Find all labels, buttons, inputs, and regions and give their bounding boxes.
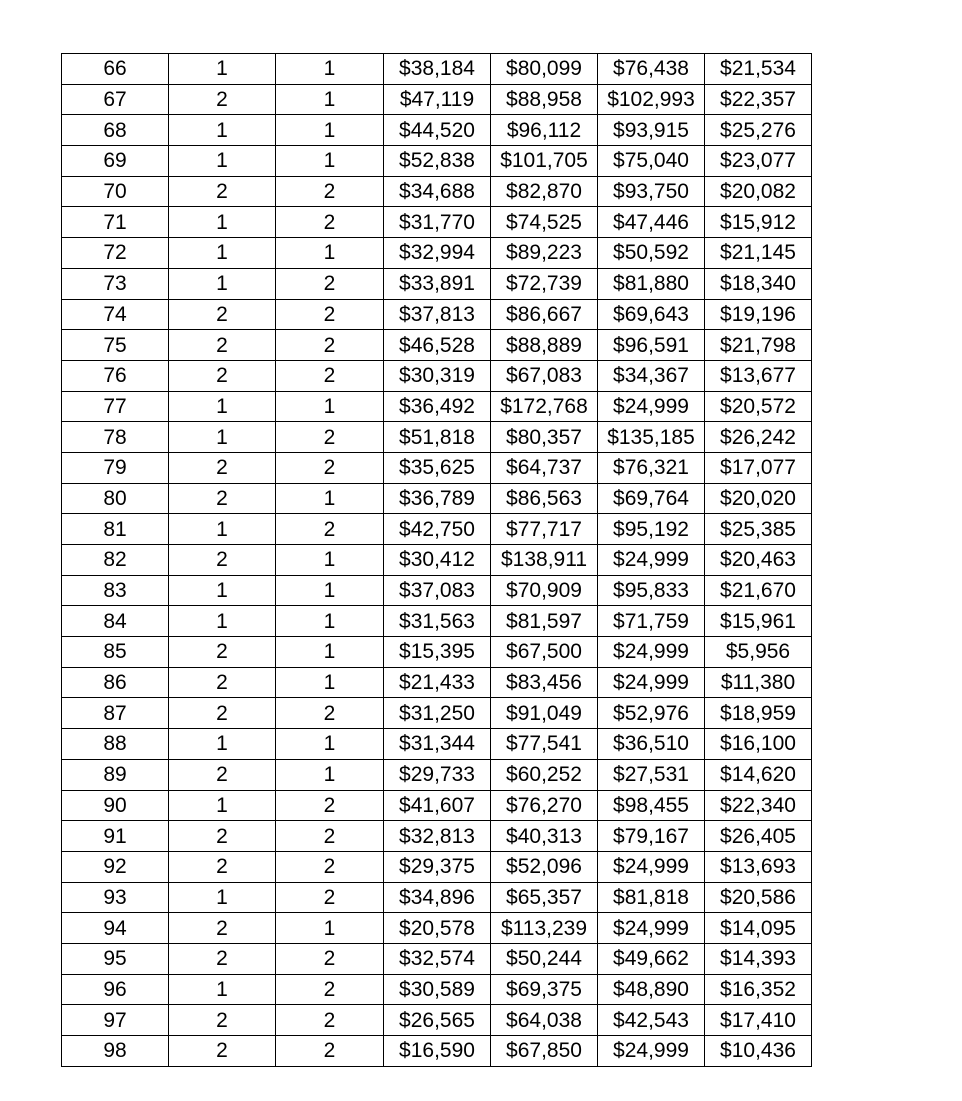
amount-1-cell: $20,578 [384,913,491,944]
data-table [61,53,812,1067]
group-b-cell: 1 [276,391,384,422]
amount-1-cell: $52,838 [384,146,491,177]
group-a-cell: 2 [169,330,276,361]
table-row [62,698,812,729]
table-row [62,84,812,115]
group-b-cell: 2 [276,974,384,1005]
table-row [62,422,812,453]
amount-2-cell: $40,313 [491,821,598,852]
amount-4-cell: $26,405 [705,821,812,852]
table-row [62,606,812,637]
amount-1-cell: $41,607 [384,790,491,821]
amount-3-cell: $135,185 [598,422,705,453]
id-cell: 68 [62,115,169,146]
amount-4-cell: $20,020 [705,483,812,514]
group-b-cell: 1 [276,667,384,698]
group-b-cell: 2 [276,514,384,545]
amount-4-cell: $18,959 [705,698,812,729]
table-row [62,821,812,852]
amount-4-cell: $16,352 [705,974,812,1005]
amount-1-cell: $31,250 [384,698,491,729]
amount-1-cell: $32,813 [384,821,491,852]
amount-2-cell: $86,667 [491,299,598,330]
group-a-cell: 1 [169,238,276,269]
group-a-cell: 1 [169,115,276,146]
amount-4-cell: $19,196 [705,299,812,330]
id-cell: 66 [62,54,169,85]
table-row [62,176,812,207]
amount-1-cell: $34,896 [384,882,491,913]
table-row [62,452,812,483]
group-a-cell: 1 [169,575,276,606]
table-row [62,360,812,391]
amount-2-cell: $138,911 [491,545,598,576]
id-cell: 96 [62,974,169,1005]
amount-4-cell: $21,534 [705,54,812,85]
group-a-cell: 2 [169,637,276,668]
table-row [62,637,812,668]
table-row [62,115,812,146]
amount-1-cell: $37,083 [384,575,491,606]
amount-4-cell: $18,340 [705,268,812,299]
id-cell: 72 [62,238,169,269]
amount-2-cell: $76,270 [491,790,598,821]
amount-2-cell: $67,850 [491,1036,598,1067]
id-cell: 75 [62,330,169,361]
group-b-cell: 1 [276,84,384,115]
amount-3-cell: $24,999 [598,1036,705,1067]
table-row [62,514,812,545]
amount-1-cell: $32,574 [384,943,491,974]
group-a-cell: 2 [169,176,276,207]
group-b-cell: 1 [276,729,384,760]
table-row [62,974,812,1005]
amount-4-cell: $21,145 [705,238,812,269]
amount-2-cell: $89,223 [491,238,598,269]
amount-4-cell: $22,357 [705,84,812,115]
amount-3-cell: $95,833 [598,575,705,606]
amount-4-cell: $14,095 [705,913,812,944]
table-row [62,1036,812,1067]
amount-2-cell: $65,357 [491,882,598,913]
amount-2-cell: $67,083 [491,360,598,391]
amount-4-cell: $11,380 [705,667,812,698]
amount-3-cell: $71,759 [598,606,705,637]
group-b-cell: 2 [276,360,384,391]
amount-3-cell: $24,999 [598,391,705,422]
group-b-cell: 1 [276,545,384,576]
amount-4-cell: $20,572 [705,391,812,422]
group-a-cell: 1 [169,729,276,760]
amount-4-cell: $20,463 [705,545,812,576]
id-cell: 81 [62,514,169,545]
group-a-cell: 1 [169,146,276,177]
amount-3-cell: $24,999 [598,637,705,668]
amount-3-cell: $76,321 [598,452,705,483]
amount-3-cell: $69,764 [598,483,705,514]
amount-1-cell: $30,589 [384,974,491,1005]
amount-4-cell: $16,100 [705,729,812,760]
table-row [62,545,812,576]
group-a-cell: 1 [169,974,276,1005]
id-cell: 95 [62,943,169,974]
group-b-cell: 2 [276,851,384,882]
amount-4-cell: $13,693 [705,851,812,882]
amount-4-cell: $25,276 [705,115,812,146]
group-b-cell: 2 [276,790,384,821]
amount-1-cell: $47,119 [384,84,491,115]
amount-1-cell: $51,818 [384,422,491,453]
table-row [62,913,812,944]
amount-1-cell: $36,789 [384,483,491,514]
id-cell: 77 [62,391,169,422]
id-cell: 88 [62,729,169,760]
amount-1-cell: $42,750 [384,514,491,545]
group-a-cell: 1 [169,514,276,545]
group-b-cell: 2 [276,176,384,207]
id-cell: 67 [62,84,169,115]
id-cell: 69 [62,146,169,177]
amount-3-cell: $52,976 [598,698,705,729]
amount-3-cell: $102,993 [598,84,705,115]
id-cell: 93 [62,882,169,913]
amount-3-cell: $93,750 [598,176,705,207]
id-cell: 73 [62,268,169,299]
amount-3-cell: $42,543 [598,1005,705,1036]
group-b-cell: 2 [276,299,384,330]
group-a-cell: 1 [169,882,276,913]
group-b-cell: 2 [276,268,384,299]
amount-3-cell: $76,438 [598,54,705,85]
group-b-cell: 2 [276,422,384,453]
amount-3-cell: $79,167 [598,821,705,852]
group-a-cell: 1 [169,54,276,85]
table-row [62,238,812,269]
amount-4-cell: $15,961 [705,606,812,637]
amount-2-cell: $81,597 [491,606,598,637]
amount-4-cell: $13,677 [705,360,812,391]
amount-2-cell: $113,239 [491,913,598,944]
amount-1-cell: $36,492 [384,391,491,422]
amount-1-cell: $29,375 [384,851,491,882]
amount-4-cell: $14,393 [705,943,812,974]
amount-1-cell: $31,344 [384,729,491,760]
group-b-cell: 2 [276,207,384,238]
group-a-cell: 2 [169,943,276,974]
group-a-cell: 2 [169,913,276,944]
table-row [62,268,812,299]
amount-3-cell: $24,999 [598,667,705,698]
amount-3-cell: $27,531 [598,759,705,790]
amount-2-cell: $69,375 [491,974,598,1005]
amount-3-cell: $75,040 [598,146,705,177]
group-a-cell: 2 [169,821,276,852]
table-row [62,882,812,913]
id-cell: 98 [62,1036,169,1067]
amount-3-cell: $96,591 [598,330,705,361]
group-b-cell: 1 [276,637,384,668]
amount-4-cell: $25,385 [705,514,812,545]
group-b-cell: 2 [276,1005,384,1036]
amount-2-cell: $101,705 [491,146,598,177]
amount-3-cell: $48,890 [598,974,705,1005]
amount-3-cell: $24,999 [598,545,705,576]
group-a-cell: 2 [169,851,276,882]
group-b-cell: 1 [276,238,384,269]
amount-2-cell: $82,870 [491,176,598,207]
group-b-cell: 2 [276,452,384,483]
amount-3-cell: $98,455 [598,790,705,821]
amount-3-cell: $34,367 [598,360,705,391]
amount-3-cell: $81,880 [598,268,705,299]
group-a-cell: 2 [169,545,276,576]
amount-4-cell: $21,798 [705,330,812,361]
group-b-cell: 2 [276,698,384,729]
amount-2-cell: $74,525 [491,207,598,238]
amount-4-cell: $14,620 [705,759,812,790]
table-row [62,575,812,606]
amount-1-cell: $30,412 [384,545,491,576]
amount-4-cell: $17,410 [705,1005,812,1036]
amount-4-cell: $15,912 [705,207,812,238]
amount-3-cell: $47,446 [598,207,705,238]
amount-1-cell: $16,590 [384,1036,491,1067]
amount-2-cell: $50,244 [491,943,598,974]
id-cell: 92 [62,851,169,882]
amount-2-cell: $67,500 [491,637,598,668]
group-b-cell: 1 [276,759,384,790]
id-cell: 78 [62,422,169,453]
id-cell: 94 [62,913,169,944]
table-row [62,54,812,85]
amount-1-cell: $35,625 [384,452,491,483]
group-b-cell: 2 [276,821,384,852]
group-a-cell: 1 [169,790,276,821]
amount-4-cell: $20,586 [705,882,812,913]
amount-4-cell: $26,242 [705,422,812,453]
amount-4-cell: $5,956 [705,637,812,668]
amount-1-cell: $34,688 [384,176,491,207]
amount-2-cell: $72,739 [491,268,598,299]
amount-1-cell: $29,733 [384,759,491,790]
table-row [62,1005,812,1036]
amount-4-cell: $23,077 [705,146,812,177]
id-cell: 89 [62,759,169,790]
group-a-cell: 2 [169,483,276,514]
amount-3-cell: $95,192 [598,514,705,545]
amount-2-cell: $86,563 [491,483,598,514]
amount-1-cell: $21,433 [384,667,491,698]
amount-2-cell: $96,112 [491,115,598,146]
amount-1-cell: $31,563 [384,606,491,637]
amount-1-cell: $37,813 [384,299,491,330]
table-row [62,667,812,698]
amount-1-cell: $15,395 [384,637,491,668]
group-a-cell: 1 [169,207,276,238]
amount-1-cell: $30,319 [384,360,491,391]
amount-1-cell: $38,184 [384,54,491,85]
amount-3-cell: $24,999 [598,913,705,944]
amount-3-cell: $36,510 [598,729,705,760]
amount-1-cell: $44,520 [384,115,491,146]
group-b-cell: 1 [276,575,384,606]
amount-2-cell: $77,717 [491,514,598,545]
group-a-cell: 2 [169,698,276,729]
table-row [62,943,812,974]
group-b-cell: 2 [276,330,384,361]
id-cell: 83 [62,575,169,606]
id-cell: 76 [62,360,169,391]
amount-2-cell: $88,958 [491,84,598,115]
amount-3-cell: $69,643 [598,299,705,330]
amount-1-cell: $26,565 [384,1005,491,1036]
group-b-cell: 1 [276,606,384,637]
amount-4-cell: $10,436 [705,1036,812,1067]
table-row [62,207,812,238]
group-a-cell: 2 [169,1005,276,1036]
amount-3-cell: $93,915 [598,115,705,146]
amount-4-cell: $21,670 [705,575,812,606]
id-cell: 82 [62,545,169,576]
amount-1-cell: $33,891 [384,268,491,299]
group-b-cell: 1 [276,54,384,85]
id-cell: 80 [62,483,169,514]
group-a-cell: 2 [169,667,276,698]
amount-2-cell: $77,541 [491,729,598,760]
amount-4-cell: $17,077 [705,452,812,483]
amount-4-cell: $22,340 [705,790,812,821]
spreadsheet-page [61,53,812,1067]
amount-2-cell: $64,737 [491,452,598,483]
id-cell: 85 [62,637,169,668]
amount-2-cell: $80,357 [491,422,598,453]
id-cell: 79 [62,452,169,483]
group-a-cell: 1 [169,391,276,422]
amount-2-cell: $88,889 [491,330,598,361]
id-cell: 70 [62,176,169,207]
group-a-cell: 2 [169,759,276,790]
id-cell: 84 [62,606,169,637]
amount-2-cell: $52,096 [491,851,598,882]
amount-2-cell: $70,909 [491,575,598,606]
amount-3-cell: $50,592 [598,238,705,269]
id-cell: 90 [62,790,169,821]
group-a-cell: 2 [169,84,276,115]
amount-1-cell: $32,994 [384,238,491,269]
id-cell: 74 [62,299,169,330]
id-cell: 71 [62,207,169,238]
amount-2-cell: $80,099 [491,54,598,85]
amount-2-cell: $60,252 [491,759,598,790]
id-cell: 97 [62,1005,169,1036]
id-cell: 86 [62,667,169,698]
amount-2-cell: $64,038 [491,1005,598,1036]
amount-1-cell: $31,770 [384,207,491,238]
table-row [62,330,812,361]
amount-1-cell: $46,528 [384,330,491,361]
table-row [62,391,812,422]
group-a-cell: 1 [169,422,276,453]
amount-3-cell: $24,999 [598,851,705,882]
table-row [62,146,812,177]
amount-3-cell: $81,818 [598,882,705,913]
group-b-cell: 2 [276,943,384,974]
group-a-cell: 2 [169,452,276,483]
group-a-cell: 1 [169,606,276,637]
group-a-cell: 2 [169,1036,276,1067]
amount-2-cell: $83,456 [491,667,598,698]
group-a-cell: 1 [169,268,276,299]
table-row [62,299,812,330]
amount-3-cell: $49,662 [598,943,705,974]
table-row [62,790,812,821]
group-b-cell: 1 [276,483,384,514]
amount-2-cell: $91,049 [491,698,598,729]
table-row [62,483,812,514]
table-row [62,851,812,882]
table-body [62,54,812,1067]
group-a-cell: 2 [169,299,276,330]
table-row [62,729,812,760]
id-cell: 87 [62,698,169,729]
group-b-cell: 1 [276,115,384,146]
amount-4-cell: $20,082 [705,176,812,207]
group-b-cell: 2 [276,882,384,913]
amount-2-cell: $172,768 [491,391,598,422]
id-cell: 91 [62,821,169,852]
group-b-cell: 1 [276,146,384,177]
group-b-cell: 2 [276,1036,384,1067]
group-a-cell: 2 [169,360,276,391]
group-b-cell: 1 [276,913,384,944]
table-row [62,759,812,790]
